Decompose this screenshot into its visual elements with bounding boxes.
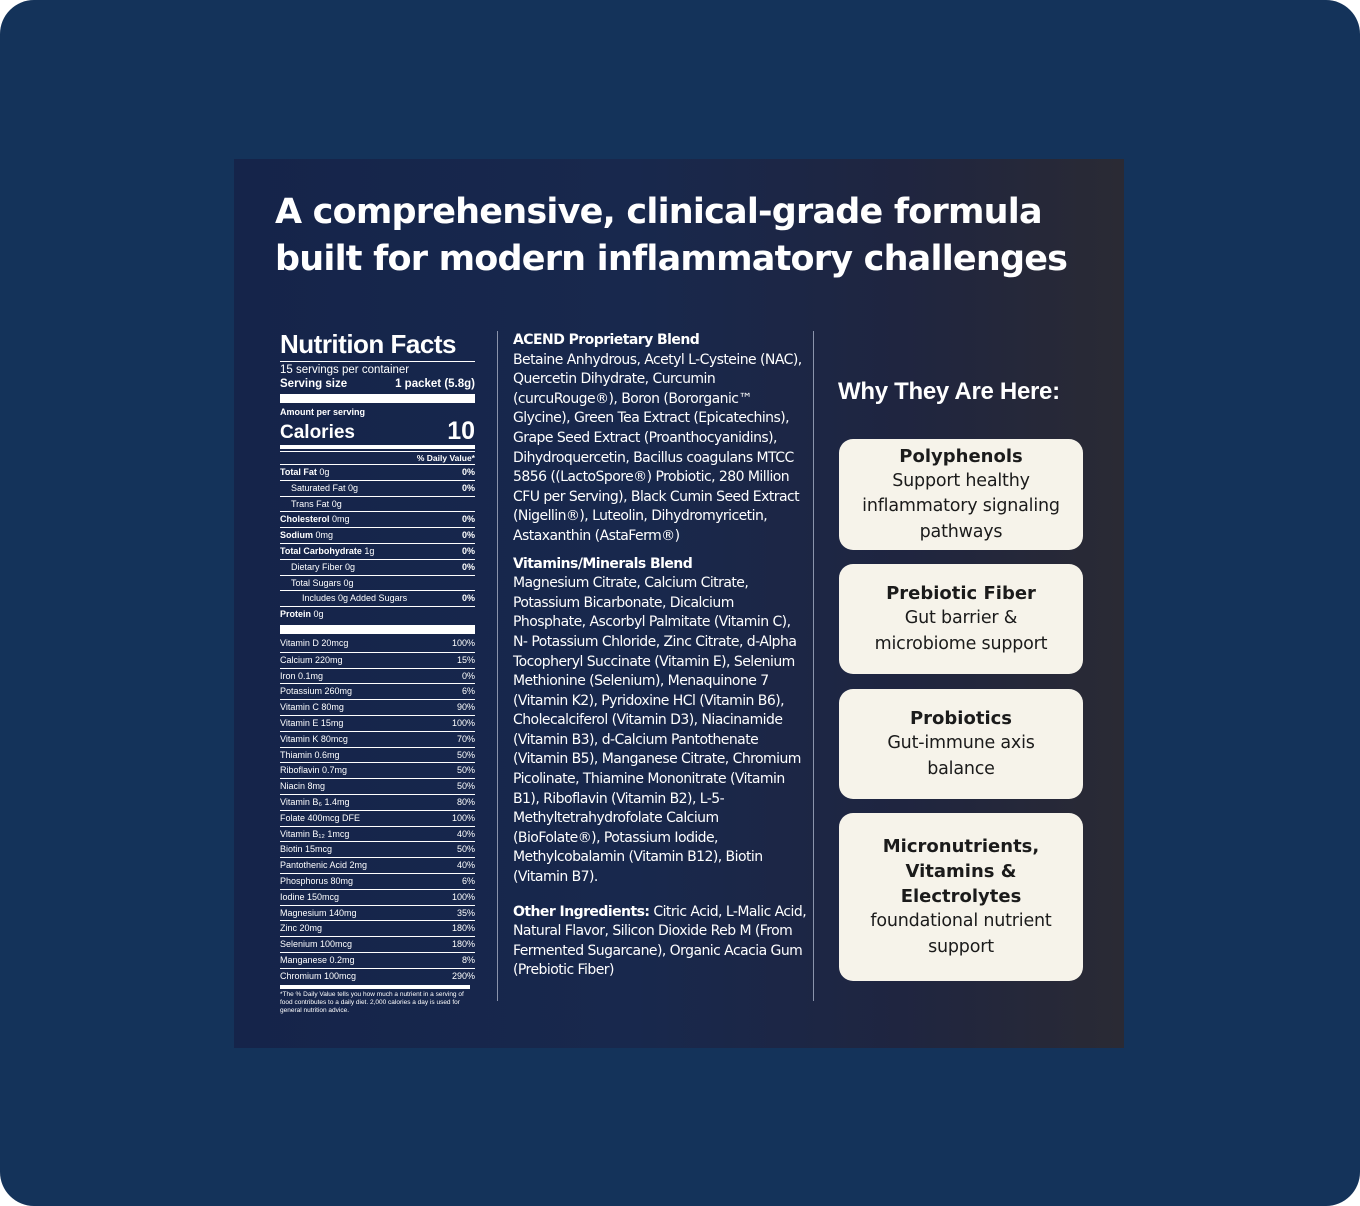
benefit-card-micronutrients [839, 813, 1083, 981]
vitamin-daily-value: 100% [451, 717, 475, 728]
vitamin-daily-value: 290% [451, 970, 475, 981]
nutrient-daily-value: 0% [461, 514, 475, 525]
headline [275, 189, 1105, 283]
daily-value-footnote: *The % Daily Value tells you how much a nutrient in a serving of food contributes to a daily diet. 2,000 calories a day is used for general nutrition advice. [280, 985, 470, 1015]
nutrient-row [280, 590, 475, 606]
blend2-title: Vitamins/Minerals Blend [513, 555, 693, 572]
nutrient-amount: 0g [329, 498, 342, 509]
ingredients-column [513, 331, 808, 981]
vitamin-daily-value: 50% [456, 781, 475, 792]
vitamin-row [280, 936, 475, 952]
vitamin-name: Biotin 15mcg [280, 844, 333, 855]
vitamin-daily-value: 50% [456, 749, 475, 760]
why-section-title: Why They Are Here: [838, 378, 1060, 405]
vitamin-row [280, 905, 475, 921]
vitamin-name: Niacin 8mg [280, 781, 326, 792]
benefit-card-prebiotic-fiber [839, 564, 1083, 674]
vitamin-name: Iron 0.1mg [280, 670, 324, 681]
nutrient-amount: 0g [341, 577, 354, 588]
vitamin-name: Phosphorus 80mg [280, 875, 354, 886]
nutrient-amount: 0g [311, 609, 324, 620]
nutrition-facts-title: Nutrition Facts [280, 329, 456, 359]
benefit-card-probiotics [839, 689, 1083, 799]
calories-value: 10 [447, 417, 475, 445]
vitamin-daily-value: 35% [456, 907, 475, 918]
calories-row [280, 418, 475, 444]
daily-value-header: % Daily Value* [280, 451, 475, 464]
serving-size-row [280, 377, 475, 391]
card-description: Support healthy inflammatory signaling pathways [862, 470, 1060, 542]
nutrient-name [280, 512, 350, 527]
card-title: Probiotics [909, 708, 1012, 729]
nutrient-amount: 0g [342, 561, 356, 572]
nutrient-daily-value: 0% [461, 467, 475, 477]
headline-line-2: built for modern inflammatory challenges [275, 239, 1068, 279]
vitamin-row [280, 889, 475, 905]
vitamin-row [280, 699, 475, 715]
card-description: foundational nutrient support [870, 911, 1052, 957]
vitamin-daily-value: 100% [451, 891, 475, 902]
nutrient-name [280, 560, 355, 575]
vitamin-row [280, 968, 475, 984]
thick-divider [280, 625, 475, 634]
nutrient-label: Protein [280, 609, 312, 620]
vitamin-daily-value: 50% [456, 765, 475, 776]
vitamin-row [280, 683, 475, 699]
card-description: Gut barrier & microbiome support [874, 608, 1048, 654]
vitamin-row [280, 715, 475, 731]
nutrient-row [280, 543, 475, 559]
vitamin-daily-value: 6% [461, 875, 475, 886]
nutrient-label: Total Carbohydrate [280, 545, 362, 556]
medium-divider [280, 445, 475, 449]
nutrient-daily-value: 0% [461, 482, 475, 493]
vitamin-daily-value: 90% [456, 702, 475, 713]
calories-label: Calories [280, 422, 355, 443]
serving-size-label: Serving size [280, 378, 348, 390]
benefit-card-polyphenols [839, 439, 1083, 550]
nutrient-row [280, 559, 475, 575]
nutrient-row [280, 575, 475, 591]
vitamin-name: Magnesium 140mg [280, 907, 357, 918]
vitamin-name: Potassium 260mg [280, 686, 353, 697]
vitamin-daily-value: 80% [456, 796, 475, 807]
nutrient-name [280, 544, 374, 559]
nutrient-label: Includes 0g Added Sugars [302, 593, 408, 604]
nutrition-facts-label [280, 329, 475, 1015]
vitamin-daily-value: 100% [451, 812, 475, 823]
nutrient-amount: 0mg [329, 514, 350, 525]
nutrient-name [280, 591, 407, 606]
nutrient-label: Total Sugars [291, 577, 342, 588]
nutrient-name [280, 607, 324, 622]
vitamin-name: Chromium 100mcg [280, 970, 357, 981]
nutrient-name [280, 465, 329, 480]
column-divider [497, 331, 498, 1001]
vitamin-row [280, 652, 475, 668]
vitamin-name: Riboflavin 0.7mg [280, 765, 348, 776]
nutrient-daily-value: 0% [461, 545, 475, 556]
vitamin-daily-value: 0% [461, 670, 475, 681]
vitamin-row [280, 731, 475, 747]
nutrient-daily-value: 0% [461, 530, 475, 541]
vitamin-daily-value: 50% [456, 844, 475, 855]
vitamin-name: Iodine 150mcg [280, 891, 340, 902]
macro-nutrient-list [280, 464, 475, 622]
nutrient-label: Total Fat [280, 467, 317, 477]
nutrient-name [280, 528, 333, 543]
other-ingredients-text: Citric Acid, L-Malic Acid, Natural Flavor, Silicon Dioxide Reb M (From Fermented Sugarcane), Organic Acacia Gum (Prebiotic Fiber) [513, 903, 807, 979]
card-title: Polyphenols [899, 445, 1023, 467]
other-ingredients [513, 903, 808, 981]
vitamin-row [280, 826, 475, 842]
other-ingredients-label: Other Ingredients: [513, 903, 650, 920]
vitamin-mineral-list [280, 636, 475, 984]
vitamin-daily-value: 70% [456, 733, 475, 744]
vitamin-name: Manganese 0.2mg [280, 954, 355, 965]
vitamin-row [280, 778, 475, 794]
nutrient-label: Dietary Fiber [291, 561, 343, 572]
nutrient-amount: 0g [345, 482, 359, 493]
vitamin-name: Vitamin K 80mcg [280, 733, 348, 744]
nutrient-label: Trans Fat [291, 498, 330, 509]
blend1-text: Betaine Anhydrous, Acetyl L-Cysteine (NAC), Quercetin Dihydrate, Curcumin (curcuRouge®), Boron (Bororganic™ Glycine), Green Tea Extract (Epicatechins), Grape Seed Extract (Proanthocyanidins), Dihydroquercetin, Bacillus coagulans MTCC 5856 ((LactoSpore®) Probiotic, 280 Million CFU per Serving), Black Cumin Seed Extract (Nigellin®), Luteolin, Dihydromyricetin, Astaxanthin (AstaFerm®) [513, 351, 802, 544]
nutrient-row [280, 480, 475, 496]
vitamin-name: Vitamin C 80mg [280, 702, 344, 713]
column-divider [813, 331, 814, 1001]
nutrient-row [280, 464, 475, 480]
vitamin-daily-value: 180% [451, 923, 475, 934]
vitamin-row [280, 873, 475, 889]
blend2-text: Magnesium Citrate, Calcium Citrate, Potassium Bicarbonate, Dicalcium Phosphate, Ascorbyl Palmitate (Vitamin C), N- Potassium Chloride, Zinc Citrate, d-Alpha Tocopheryl Succinate (Vitamin E), Selenium Methionine (Selenium), Menaquinone 7 (Vitamin K2), Pyridoxine HCl (Vitamin B6), Cholecalciferol (Vitamin D3), Niacinamide (Vitamin B3), d-Calcium Pantothenate (Vitamin B5), Manganese Citrate, Chromium Picolinate, Thiamine Mononitrate (Vitamin B1), Riboflavin (Vitamin B2), L-5-Methyltetrahydrofolate Calcium (BioFolate®), Potassium Iodide, Methylcobalamin (Vitamin B12), Biotin (Vitamin B7). [513, 575, 801, 886]
vitamin-daily-value: 180% [451, 939, 475, 950]
vitamin-name: Pantothenic Acid 2mg [280, 860, 368, 871]
vitamin-row [280, 857, 475, 873]
nutrient-name [280, 576, 354, 591]
nutrient-label: Saturated Fat [291, 482, 346, 493]
nutrient-row [280, 511, 475, 527]
vitamin-name: Folate 400mcg DFE [280, 812, 361, 823]
card-description: Gut-immune axis balance [887, 733, 1035, 779]
vitamin-name: Vitamin D 20mcg [280, 637, 349, 648]
vitamin-daily-value: 40% [456, 860, 475, 871]
headline-line-1: A comprehensive, clinical-grade formula [275, 192, 1042, 232]
nutrient-row [280, 606, 475, 622]
vitamin-row [280, 841, 475, 857]
nutrient-daily-value: 0% [461, 561, 475, 572]
nutrient-row [280, 496, 475, 512]
vitamin-daily-value: 40% [456, 828, 475, 839]
vitamin-row [280, 952, 475, 968]
vitamin-daily-value: 100% [451, 637, 475, 648]
nutrient-amount: 0mg [313, 530, 334, 541]
nutrient-row [280, 527, 475, 543]
vitamin-row [280, 762, 475, 778]
vitamin-daily-value: 6% [461, 686, 475, 697]
nutrient-label: Sodium [280, 530, 313, 541]
vitamin-row [280, 636, 475, 652]
blend1-title: ACEND Proprietary Blend [513, 332, 700, 348]
vitamin-name: Thiamin 0.6mg [280, 749, 340, 760]
vitamin-name: Zinc 20mg [280, 923, 323, 934]
nutrient-label: Cholesterol [280, 514, 330, 525]
vitamin-row [280, 668, 475, 684]
product-info-panel [234, 159, 1124, 1048]
servings-per-container: 15 servings per container [280, 361, 475, 377]
vitamin-name: Vitamin B₁₂ 1mcg [280, 828, 350, 839]
serving-size-value: 1 packet (5.8g) [395, 378, 475, 390]
vitamin-daily-value: 15% [456, 654, 475, 665]
nutrient-amount: 1g [361, 545, 375, 556]
thick-divider [280, 394, 475, 403]
vitamin-row [280, 920, 475, 936]
vitamin-daily-value: 8% [461, 954, 475, 965]
nutrient-amount: 0g [316, 467, 330, 477]
vitamin-name: Vitamin E 15mg [280, 717, 344, 728]
card-title: Prebiotic Fiber [886, 583, 1036, 604]
vitamin-row [280, 810, 475, 826]
card-title: Micronutrients, Vitamins & Electrolytes [882, 836, 1040, 907]
vitamin-row [280, 794, 475, 810]
vitamin-name: Vitamin B₆ 1.4mg [280, 796, 350, 807]
nutrient-name [280, 481, 358, 496]
nutrient-daily-value: 0% [461, 593, 475, 604]
vitamin-name: Calcium 220mg [280, 654, 343, 665]
nutrient-name [280, 497, 342, 512]
amount-per-serving: Amount per serving [280, 407, 366, 417]
vitamin-name: Selenium 100mcg [280, 939, 353, 950]
vitamin-row [280, 747, 475, 763]
